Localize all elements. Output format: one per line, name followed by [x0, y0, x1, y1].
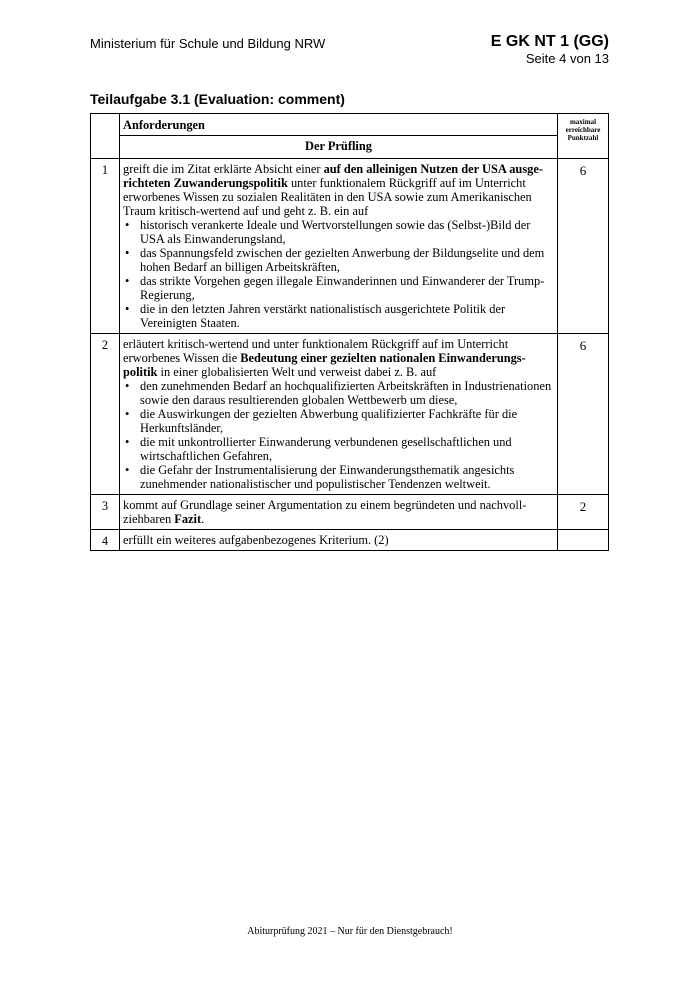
- list-item: • die mit unkontrollierter Einwanderung verbundenen gesellschaftlichen und wirtschaftlichen Gefahren,: [123, 435, 554, 463]
- list-item: • den zunehmenden Bedarf an hochqualifizierten Arbeitskräften in Industrienationen sowie den daraus resultierenden globalen Wettbewerb um diese,: [123, 379, 554, 407]
- criterion-emphasis: Bedeutung einer gezielten nationalen Einwanderungs-: [240, 351, 526, 365]
- criterion-emphasis: richteten Zuwanderungspolitik: [123, 176, 288, 190]
- table-row: [91, 530, 609, 551]
- list-item: • die Auswirkungen der gezielten Abwerbung qualifizierter Fachkräfte für die Herkunftsländer,: [123, 407, 554, 435]
- row-number: 2: [91, 334, 120, 495]
- criterion-text: .: [201, 512, 205, 526]
- list-item: • die Gefahr der Instrumentalisierung der Einwanderungsthematik angesichts zunehmender nationalistischer und populistischer Tendenzen weltweit.: [123, 463, 554, 491]
- row-number: 1: [91, 159, 120, 334]
- requirements-table: [90, 113, 609, 551]
- criterion-emphasis: Fazit: [174, 512, 202, 526]
- criterion-cell: [120, 530, 558, 551]
- table-row: [91, 159, 609, 334]
- criterion-text: greift die im Zitat erklärte Absicht einer: [123, 162, 324, 176]
- criterion-bullet-list: [123, 218, 554, 330]
- criterion-cell: [120, 159, 558, 334]
- section-title: Teilaufgabe 3.1 (Evaluation: comment): [90, 91, 345, 107]
- criterion-intro: [123, 337, 554, 379]
- table-row: [91, 334, 609, 495]
- criterion-bullet-list: [123, 379, 554, 491]
- criterion-cell: [120, 334, 558, 495]
- criterion-text: kommt auf Grundlage seiner Argumentation zu einem begründeten und nachvoll-ziehbaren: [123, 498, 527, 526]
- row-points: 6: [558, 334, 609, 495]
- row-points: 6: [558, 159, 609, 334]
- exam-code: E GK NT 1 (GG): [490, 33, 609, 50]
- criterion-cell: [120, 495, 558, 530]
- table-subheader-row: [91, 136, 609, 159]
- criterion-text: erläutert kritisch-wertend und unter funktionalem Rückgriff auf im Unterricht erworbenes Wissen die: [123, 337, 509, 365]
- row-number: 4: [91, 530, 120, 551]
- page-footer: Abiturprüfung 2021 – Nur für den Dienstgebrauch!: [247, 926, 453, 937]
- criterion-emphasis: auf den alleinigen Nutzen der USA ausge-: [323, 162, 543, 176]
- list-item: • das strikte Vorgehen gegen illegale Einwanderinnen und Einwanderer der Trump-Regierung,: [123, 274, 554, 302]
- row-points: [558, 530, 609, 551]
- document-header-right: [491, 33, 609, 67]
- list-item: • das Spannungsfeld zwischen der gezielten Anwerbung der Bildungselite und dem hohen Bedarf an billigen Arbeitskräften,: [123, 246, 554, 274]
- max-points-label-2: erreichbare: [565, 126, 601, 134]
- empty-header-cell: [91, 114, 120, 159]
- criterion-text: in einer globalisierten Welt und verweist dabei z. B. auf: [157, 365, 437, 379]
- row-number: 3: [91, 495, 120, 530]
- max-points-header: [558, 114, 609, 159]
- table-header-row: [91, 114, 609, 136]
- criterion-emphasis: politik: [123, 365, 158, 379]
- max-points-label-3: Punktzahl: [567, 134, 599, 142]
- table-row: [91, 495, 609, 530]
- criterion-text: erfüllt ein weiteres aufgabenbezogenes Kriterium. (2): [123, 533, 389, 547]
- list-item: • die in den letzten Jahren verstärkt nationalistisch ausgerichtete Politik der Vereinigten Staaten.: [123, 302, 554, 330]
- criterion-text: unter funktionalem Rückgriff auf im Unterricht erworbenes Wissen zu sozialen Realitäten in den USA sowie zum Amerikanischen Traum kritisch-wertend auf und geht z. B. ein auf: [123, 176, 532, 218]
- ministry-name: Ministerium für Schule und Bildung NRW: [90, 36, 326, 51]
- criterion-intro: [123, 162, 554, 218]
- requirements-header: Anforderungen: [120, 114, 558, 136]
- subject-header: Der Prüfling: [120, 136, 558, 159]
- row-points: 2: [558, 495, 609, 530]
- list-item: • historisch verankerte Ideale und Wertvorstellungen sowie das (Selbst-)Bild der USA als Einwanderungsland,: [123, 218, 554, 246]
- max-points-label-1: maximal: [569, 118, 597, 126]
- page-number: Seite 4 von 13: [525, 51, 609, 66]
